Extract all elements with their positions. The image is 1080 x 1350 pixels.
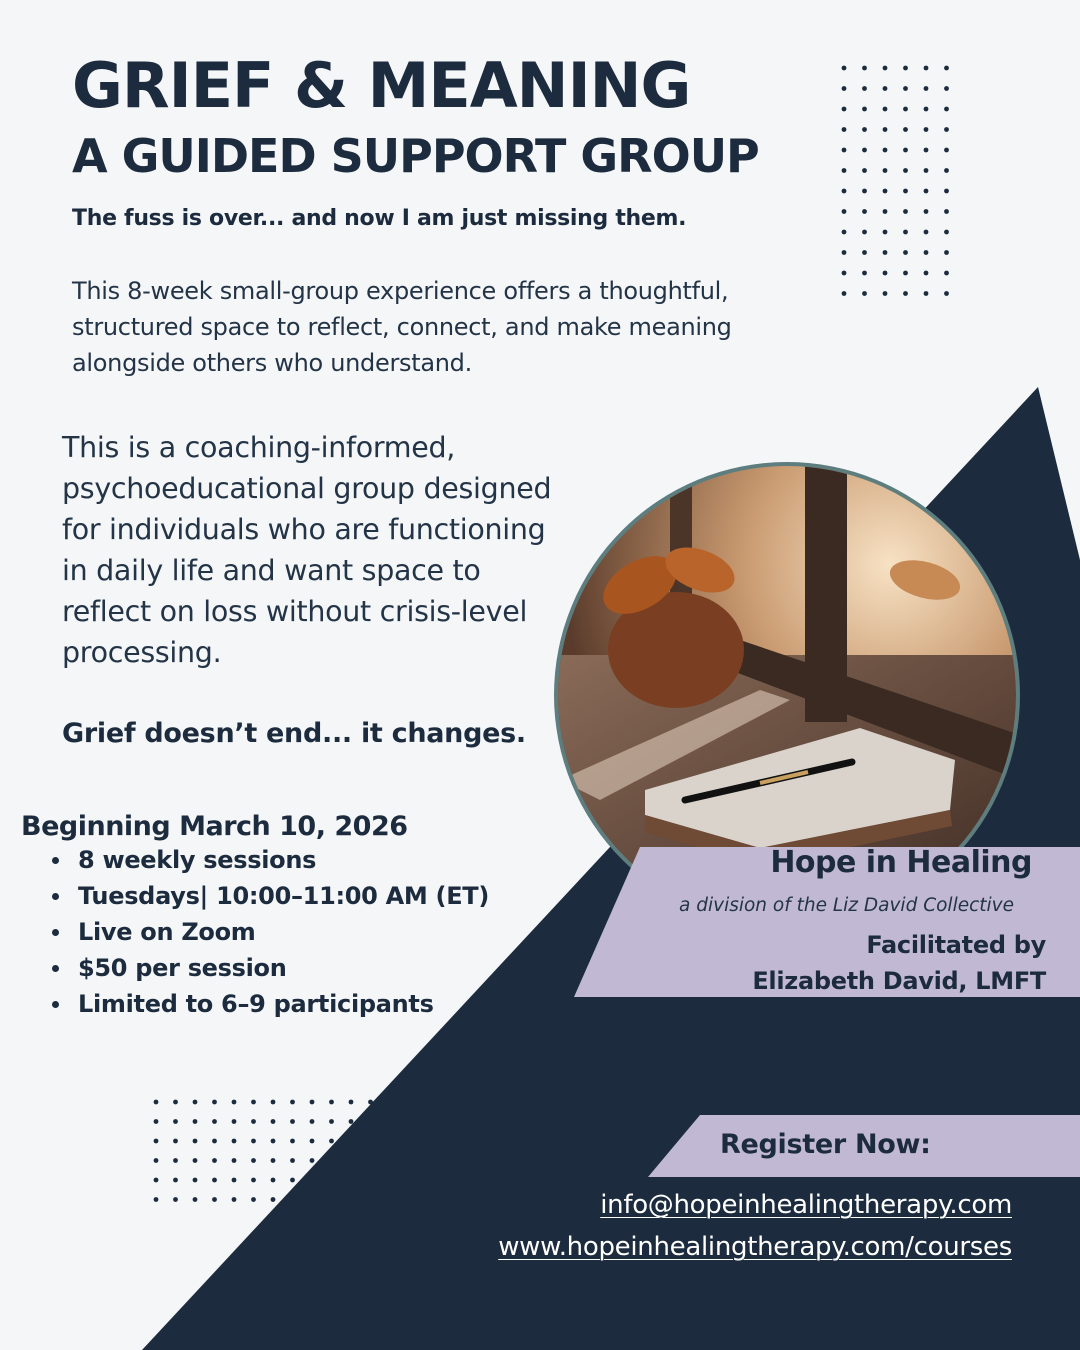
facilitated-label: Facilitated by <box>866 931 1046 959</box>
register-label: Register Now: <box>720 1129 931 1160</box>
list-item: Tuesdays| 10:00–11:00 AM (ET) <box>50 878 489 914</box>
email-link[interactable]: info@hopeinhealingtherapy.com <box>600 1190 1012 1220</box>
session-details-list <box>50 842 489 1022</box>
list-item: $50 per session <box>50 950 489 986</box>
description-paragraph: This is a coaching-informed, psychoeducational group designed for individuals who are functioning in daily life and want space to reflect on loss without crisis-level processing. <box>62 431 552 669</box>
organization-name: Hope in Healing <box>770 845 1032 880</box>
start-date: Beginning March 10, 2026 <box>21 811 408 842</box>
page-title: GRIEF & MEANING <box>72 49 691 122</box>
intro-paragraph: This 8-week small-group experience offers a thoughtful, structured space to reflect, connect, and make meaning alongside others who understand. <box>72 277 732 377</box>
facilitator-name: Elizabeth David, LMFT <box>752 967 1046 995</box>
dot-pattern-top <box>836 60 956 315</box>
list-item: Limited to 6–9 participants <box>50 986 489 1022</box>
list-item: Live on Zoom <box>50 914 489 950</box>
tagline: The fuss is over... and now I am just missing them. <box>72 206 687 231</box>
page-subtitle: A GUIDED SUPPORT GROUP <box>72 129 759 183</box>
list-item: 8 weekly sessions <box>50 842 489 878</box>
dot-pattern-bottom <box>148 1094 388 1214</box>
quote: Grief doesn’t end... it changes. <box>62 718 526 749</box>
organization-division: a division of the Liz David Collective <box>679 895 1014 916</box>
website-link[interactable]: www.hopeinhealingtherapy.com/courses <box>498 1232 1012 1262</box>
